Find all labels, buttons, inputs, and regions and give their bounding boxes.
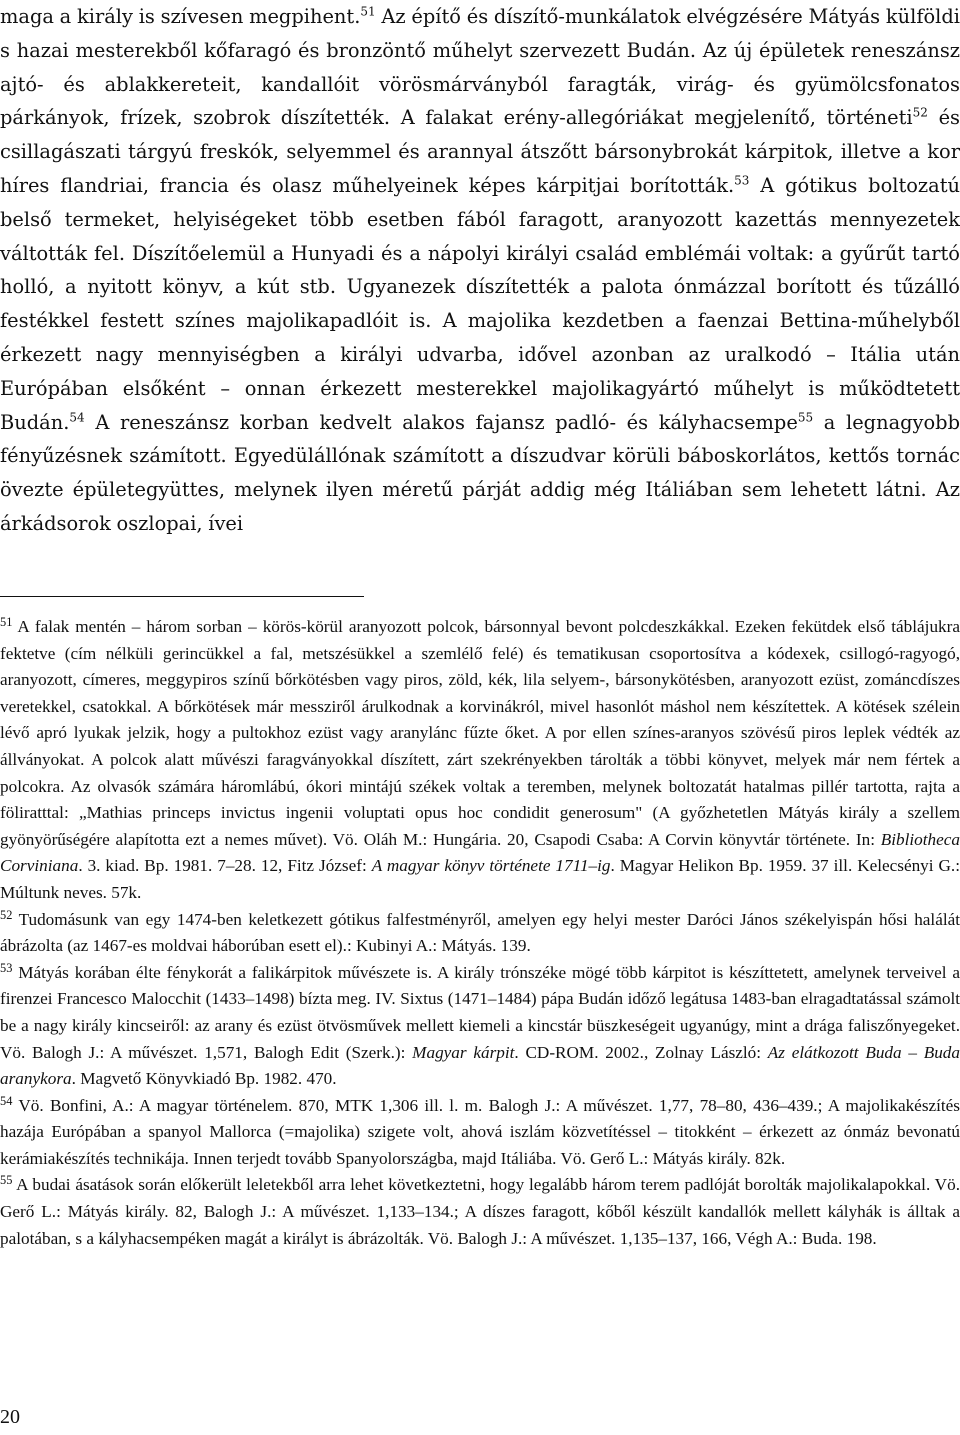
footnote-number: 52 [0,907,13,922]
text-run: a legnagyobb fényűzésnek számított. Egyedülállónak számított a díszudvar körüli báboskorlátos, kettős tornác övezte épületegyüttes, melynek ilyen méretű párját addig még Itáliában sem lehetett látni. Az árkádsorok oszlopai, ívei [0,410,960,535]
footnote-53 [0,960,960,1093]
footnote-number: 53 [0,960,13,975]
footnotes [0,614,960,1252]
text-run: A falak mentén – három sorban – körös-körül aranyozott polcok, bársonnyal bevont polcdeszkákkal. Ezeken fekütdek első táblájukra fektetve (cím nélküli gerincükkel a fal, metszésükkel a szemlélő felé) és tematikusan csoportosítva a kódexek, csillogó-ragyogó, aranyozott, címeres, meggypiros színű bőrkötésben vagy piros, zöld, kék, lila selyem-, bársonykötésben, aranyozott ezüst, zománcdíszes veretekkel, csatokkal. A bőrkötések már messziről árulkodnak a korvinákról, mivel hasonlót máshol nem készítettek. A kötések szélein lévő apró lyukak jelzik, hogy a pultokhoz ezüst vagy aranylánc fűzte őket. A por ellen színes-aranyos szövésű piros leplek védték az állványokat. A polcok alatt művészi faragványokkal díszített, zárt szekrényekben tárolták a többi könyvet, melyek már nem fértek a polcokra. Az olvasók számára háromlábú, ókori mintájú székek voltak a teremben, melynek boltozatát hatalmas pillér tartotta, rajta a föliratttal: „Mathias princeps invictus ingenii voluptati opus hoc condidit generosum" (A győzhetetlen Mátyás király a szellem gyönyörűségére alapította ezt a nemes művet). Vö. Oláh M.: Hungária. 20, Csapodi Csaba: A Corvin könyvtár története. In: [0,617,960,849]
text-run: Az építő és díszítő-munkálatok elvégzésére Mátyás külföldi s hazai mesterekből kőfaragó és bronzöntő műhelyt szervezett Budán. Az új épületek reneszánsz ajtó- és ablakkereteit, kandallóit vörösmárványból faragták, virág- és gyümölcsfonatos párkányok, frízek, szobrok díszítették. A falakat erény-allegóriákat megjelenítő, történeti [0,5,960,130]
footnote-reference: 52 [912,105,928,120]
text-run: és csillagászati tárgyú freskók, selyemmel és arannyal átszőtt bársonybrokát kárpitok, illetve a kor híres flandriai, francia és olasz műhelyeinek képes kárpitjai borították. [0,106,960,197]
footnote-reference: 51 [360,4,376,19]
text-run: . 3. kiad. Bp. 1981. 7–28. 12, Fitz József: [78,856,372,876]
italic-title: Magyar kárpit [412,1042,515,1062]
italic-title: Bibliotheca Corviniana [0,829,960,876]
text-run: maga a király is szívesen megpihent. [0,5,361,28]
text-run: Vö. Bonfini, A.: A magyar történelem. 870, MTK 1,306 ill. l. m. Balogh J.: A művészet. 1,77, 78–80, 436–439.; A majolikakészítés hazája Európában a spanyol Mallorca (=majolika) szigete volt, ahová iszlám közvetítéssel – titokként – érkezett az ónmáz bevonatú kerámiakészítés technikája. Innen terjedt tovább Spanyolországba, majd Itáliába. Vö. Gerő L.: Mátyás király. 82k. [0,1095,960,1168]
footnote-number: 51 [0,614,13,629]
text-run: A budai ásatások során előkerült leletekből arra lehet következtetni, hogy legalább három terem padlóját borolták majolikalapokkal. Vö. Gerő L.: Mátyás király. 82, Balogh J.: A művészet. 1,133–134.; A díszes faragott, kőből készült kandallók mellett kályhák is álltak a palotában, s a kályhacsempéken magát a királyt is ábrázolták. Vö. Balogh J.: A művészet. 1,135–137, 166, Végh A.: Buda. 198. [0,1175,960,1248]
page-number: 20 [0,1406,20,1428]
text-run: . Magvető Könyvkiadó Bp. 1982. 470. [71,1069,337,1089]
footnote-reference: 54 [69,410,85,425]
footnote-55 [0,1172,960,1252]
footnote-number: 55 [0,1173,13,1188]
italic-title: Az elátkozott Buda – Buda aranykora [0,1042,960,1089]
text-run: Tudomásunk van egy 1474-ben keletkezett gótikus falfestményről, amelyen egy helyi mester Daróci János székelyispán hősi halálát ábrázolta (az 1467-es moldvai háborúban esett el).: Kubinyi A.: Mátyás. 139. [0,909,960,956]
text-run: A gótikus boltozatú belső termeket, helyiségeket több esetben fából faragott, aranyozott kazettás mennyezetek váltották fel. Díszítőelemül a Hunyadi és a nápolyi királyi család emblémái voltak: a gyűrűt tartó holló, a nyitott könyv, a kút stb. Ugyanezek díszítették a palota ónmázzal borított és tűzálló festékkel festett színes majolikapadlóit is. A majolika kezdetben a faenzai Bettina-műhelyből érkezett nagy mennyiségben a királyi udvarba, idővel azonban az uralkodó – Itália után Európában elsőként – onnan érkezett mesterekkel majolikagyártó műhelyt is működtetett Budán. [0,173,960,434]
italic-title: A magyar könyv története 1711–ig [371,856,611,876]
footnote-number: 54 [0,1093,13,1108]
text-run: . Magyar Helikon Bp. 1959. 37 ill. Kelecsényi G.: Múltunk neves. 57k. [0,856,960,902]
footnote-54 [0,1093,960,1173]
footnote-reference: 55 [797,410,814,425]
body-paragraph [0,0,960,541]
main-text [0,0,960,541]
footnote-reference: 53 [734,173,750,188]
footnote-separator [0,596,364,597]
footnote-52 [0,907,960,960]
text-run: . CD-ROM. 2002., Zolnay László: [514,1042,768,1062]
text-run: A reneszánsz korban kedvelt alakos fajansz padló- és kályhacsempe [84,410,798,434]
footnote-51 [0,614,960,907]
text-run: Mátyás korában élte fénykorát a falikárpitok művészete is. A király trónszéke mögé több kárpitot is készíttetett, amelynek terveivel a firenzei Francesco Malocchit (1433–1498) bízta meg. IV. Sixtus (1471–1484) pápa Budán időző legátusa 1483-ban elragadtatással számolt be a nagy király kincseiről: az arany és ezüst ötvösművek mellett kiemeli a kincstár büszkeségeit ugyanúgy, mint a drága faliszőnyegeket. Vö. Balogh J.: A művészet. 1,571, Balogh Edit (Szerk.): [0,962,960,1062]
